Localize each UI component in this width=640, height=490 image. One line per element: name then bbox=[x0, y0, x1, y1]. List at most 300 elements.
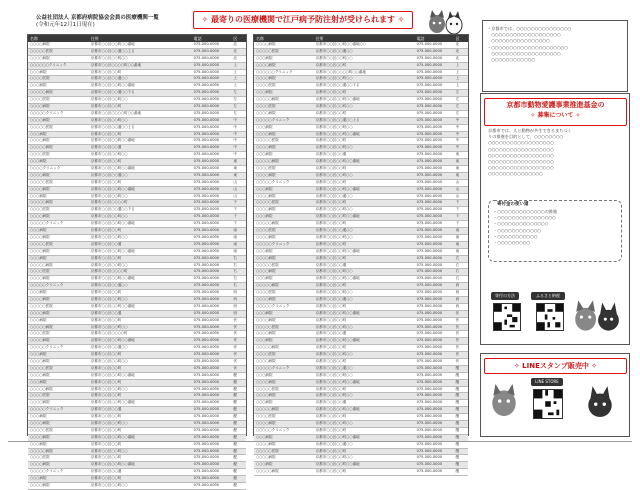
table-cell: 醍 bbox=[233, 386, 237, 391]
table-cell: 西 bbox=[455, 290, 460, 295]
table-cell: 075-000-0000 bbox=[416, 110, 443, 115]
table-cell: 075-000-0000 bbox=[193, 193, 220, 198]
table-cell: 東 bbox=[455, 159, 460, 164]
table-row bbox=[28, 49, 246, 56]
table-row bbox=[254, 83, 468, 90]
table-cell: 075-000-0000 bbox=[193, 152, 220, 157]
table-cell: 075-000-0000 bbox=[416, 90, 443, 95]
table-cell: 京都市○○区○○町 bbox=[90, 352, 122, 357]
column-header: 電話 bbox=[416, 36, 425, 41]
table-cell: 伏 bbox=[455, 338, 460, 343]
table-cell: 左 bbox=[233, 90, 237, 95]
table-cell: 京都市○○区○○町○○番地 bbox=[315, 407, 360, 412]
table-cell: 075-000-0000 bbox=[193, 455, 220, 460]
table-row bbox=[254, 455, 468, 462]
table-cell: 075-000-0000 bbox=[416, 69, 443, 74]
table-cell: ○○○○医院 bbox=[30, 269, 50, 274]
table-cell: ○○○○○クリニック bbox=[30, 407, 64, 412]
table-cell: 醍 bbox=[233, 448, 237, 453]
table-cell: ○○○○病院 bbox=[256, 420, 276, 425]
fund-use-item: ・○○○○○○○○○○○○○○ bbox=[493, 221, 549, 227]
table-row bbox=[254, 138, 468, 145]
table-cell: 下 bbox=[233, 207, 237, 212]
table-cell: 下 bbox=[455, 207, 460, 212]
table-row bbox=[254, 283, 468, 290]
table-cell: ○○○○○医院 bbox=[30, 48, 53, 53]
table-cell: 京都市○○区○○○○町○○番地 bbox=[90, 62, 142, 67]
table-cell: ○○○○病院 bbox=[256, 76, 276, 81]
table-cell: 京都市○○区○○町○○ bbox=[315, 76, 353, 81]
table-cell: 南 bbox=[455, 248, 460, 253]
table-row bbox=[28, 221, 246, 228]
table-cell: 上 bbox=[455, 83, 460, 88]
table-header bbox=[254, 35, 468, 42]
table-cell: 京都市○○区○○町 bbox=[90, 179, 122, 184]
table-cell: 東 bbox=[455, 152, 460, 157]
table-row bbox=[254, 352, 468, 359]
table-cell: ○○○○医院 bbox=[30, 152, 50, 157]
page-bottom-divider bbox=[8, 441, 632, 442]
table-cell: ○○○○病院 bbox=[256, 145, 276, 150]
table-cell: 京都市○○区○○通○○ bbox=[315, 193, 353, 198]
table-cell: 075-000-0000 bbox=[416, 221, 443, 226]
table-row bbox=[254, 42, 468, 49]
table-cell: 北 bbox=[233, 42, 237, 46]
fund-body-line: ○○○○○○○○○○○○○○○ bbox=[488, 171, 543, 177]
table-cell: 京都市○○区○○通 bbox=[315, 152, 347, 157]
table-cell: 京都市○○区○○町○○ bbox=[90, 358, 128, 363]
table-cell: 075-000-0000 bbox=[193, 83, 220, 88]
table-row bbox=[254, 194, 468, 201]
table-cell: 伏 bbox=[233, 317, 237, 322]
table-cell: 上 bbox=[455, 62, 460, 67]
table-cell: 西 bbox=[455, 296, 460, 301]
table-cell: 京都市○○区○○○○町 bbox=[90, 200, 128, 205]
table-row bbox=[28, 380, 246, 387]
sparkle-icon: ✧ bbox=[513, 362, 523, 370]
table-cell: ○○○○病院 bbox=[30, 117, 50, 122]
table-cell: ○○○○病院 bbox=[30, 214, 50, 219]
table-row bbox=[28, 118, 246, 125]
table-cell: ○○○病院 bbox=[30, 352, 47, 357]
table-row bbox=[254, 393, 468, 400]
table-cell: 京都市○○区○○町○○ bbox=[90, 97, 128, 102]
table-cell: 東 bbox=[455, 166, 460, 171]
table-cell: 075-000-0000 bbox=[416, 317, 443, 322]
table-cell: ○○○○○クリニック bbox=[256, 365, 290, 370]
table-row bbox=[254, 269, 468, 276]
table-cell: 伏 bbox=[233, 352, 237, 357]
table-cell: 075-000-0000 bbox=[416, 283, 443, 288]
table-cell: 京都市○○区○○通○○下る bbox=[90, 207, 135, 212]
table-row bbox=[28, 421, 246, 428]
table-cell: 北 bbox=[233, 48, 237, 53]
table-cell: 京都市○○区○○通 bbox=[315, 331, 347, 336]
table-cell: 上 bbox=[455, 76, 460, 81]
table-row bbox=[28, 311, 246, 318]
table-row bbox=[28, 428, 246, 435]
table-cell: 京都市○○区○○町○○番地 bbox=[90, 221, 135, 226]
table-cell: ○○○病院 bbox=[256, 90, 273, 95]
table-cell: 075-000-0000 bbox=[193, 172, 220, 177]
table-cell: 京都市○○区○○町 bbox=[90, 159, 122, 164]
table-cell: ○○○○○クリニック bbox=[256, 241, 290, 246]
table-cell: 右 bbox=[455, 255, 460, 260]
table-cell: ○○○病院 bbox=[30, 255, 47, 260]
fund-subtitle bbox=[485, 111, 626, 121]
table-cell: 075-000-0000 bbox=[193, 290, 220, 295]
table-cell: 075-000-0000 bbox=[193, 179, 220, 184]
table-cell: 東 bbox=[233, 159, 237, 164]
table-row bbox=[28, 414, 246, 421]
table-cell: 京都市○○区○○○○町 bbox=[90, 269, 128, 274]
table-cell: ○○○○病院 bbox=[30, 338, 50, 343]
table-row bbox=[28, 304, 246, 311]
table-row bbox=[28, 166, 246, 173]
table-cell: 京都市○○区○○町○○番地 bbox=[90, 400, 135, 405]
hospital-table-middle bbox=[253, 34, 469, 474]
column-header: 電話 bbox=[193, 36, 202, 41]
table-cell: 075-000-0000 bbox=[193, 48, 220, 53]
fund-uses-list bbox=[489, 209, 621, 246]
table-cell: 京都市○○区○○町 bbox=[315, 283, 347, 288]
table-cell: 075-000-0000 bbox=[193, 372, 220, 377]
qr-label-furusato: ふるさと納税 bbox=[531, 292, 565, 300]
table-cell: 南 bbox=[455, 228, 460, 233]
table-cell: 東 bbox=[233, 172, 237, 177]
table-cell: 京都市○○区○○通 bbox=[315, 262, 347, 267]
table-cell: 京都市○○区○○町 bbox=[90, 255, 122, 260]
table-cell: 左 bbox=[233, 104, 237, 109]
table-cell: 伏 bbox=[233, 358, 237, 363]
table-cell: ○○○病院 bbox=[256, 214, 273, 219]
table-cell: 075-000-0000 bbox=[193, 317, 220, 322]
table-cell: 醍 bbox=[233, 427, 237, 432]
table-cell: ○○○病院 bbox=[30, 379, 47, 384]
table-cell: 075-000-0000 bbox=[416, 193, 443, 198]
table-cell: 醍 bbox=[455, 420, 460, 425]
table-cell: ○○○病院 bbox=[256, 276, 273, 281]
table-cell: ○○○○病院 bbox=[256, 331, 276, 336]
table-cell: 075-000-0000 bbox=[416, 386, 443, 391]
table-cell: 左 bbox=[455, 90, 460, 95]
table-row bbox=[254, 318, 468, 325]
table-cell: 京都市○○区○○町○○ bbox=[315, 352, 353, 357]
table-cell: ○○○○医院 bbox=[30, 455, 50, 460]
table-row bbox=[28, 242, 246, 249]
table-cell: 075-000-0000 bbox=[193, 276, 220, 281]
table-cell: 京都市○○区○○町○○ bbox=[315, 234, 353, 239]
table-row bbox=[28, 132, 246, 139]
table-cell: ○○○○医院 bbox=[30, 393, 50, 398]
table-cell: 山 bbox=[455, 193, 460, 198]
table-cell: 中 bbox=[455, 131, 460, 136]
table-cell: 075-000-0000 bbox=[193, 55, 220, 60]
table-row bbox=[28, 318, 246, 325]
table-cell: 京都市○○区○○町 bbox=[90, 441, 122, 446]
table-row bbox=[254, 118, 468, 125]
table-cell: 075-000-0000 bbox=[193, 241, 220, 246]
table-cell: 京都市○○区○○通○○下る bbox=[90, 90, 135, 95]
table-cell: 075-000-0000 bbox=[193, 269, 220, 274]
table-cell: 075-000-0000 bbox=[193, 379, 220, 384]
table-cell: 075-000-0000 bbox=[416, 172, 443, 177]
table-cell: ○○○○病院 bbox=[30, 42, 50, 46]
table-cell: 西 bbox=[233, 310, 237, 315]
table-cell: 上 bbox=[233, 69, 237, 74]
table-cell: 京都市○○区○○通○○上る bbox=[90, 48, 135, 53]
side-note-text bbox=[483, 26, 627, 63]
table-row bbox=[254, 125, 468, 132]
table-cell: 中 bbox=[233, 124, 237, 129]
table-cell: 075-000-0000 bbox=[416, 159, 443, 164]
table-cell: ○○○○○医院 bbox=[256, 324, 279, 329]
table-row bbox=[254, 345, 468, 352]
table-cell: 075-000-0000 bbox=[416, 290, 443, 295]
table-cell: 075-000-0000 bbox=[193, 104, 220, 109]
table-cell: 京都市○○区○○町○○番地 bbox=[90, 338, 135, 343]
qr-code-icon[interactable] bbox=[533, 389, 563, 419]
side-note-box bbox=[482, 20, 628, 92]
table-row bbox=[254, 207, 468, 214]
table-cell: 075-000-0000 bbox=[416, 214, 443, 219]
dog-cat-mascot-illustration bbox=[570, 297, 622, 333]
table-row bbox=[254, 311, 468, 318]
table-cell: 中 bbox=[233, 138, 237, 143]
table-cell: 北 bbox=[233, 55, 237, 60]
table-cell: 京都市○○区○○町 bbox=[90, 393, 122, 398]
table-row bbox=[28, 104, 246, 111]
table-cell: 京都市○○区○○町○○番地 bbox=[90, 303, 135, 308]
table-row bbox=[28, 90, 246, 97]
table-row bbox=[28, 70, 246, 77]
table-cell: 075-000-0000 bbox=[193, 400, 220, 405]
table-cell: 右 bbox=[233, 276, 237, 281]
table-cell: 075-000-0000 bbox=[416, 269, 443, 274]
table-cell: ○○○病院 bbox=[256, 338, 273, 343]
hospital-table-left bbox=[27, 34, 247, 487]
table-cell: ○○○○病院 bbox=[256, 269, 276, 274]
table-cell: 075-000-0000 bbox=[416, 138, 443, 143]
table-cell: 京都市○○区○○町○○ bbox=[315, 104, 353, 109]
table-cell: 醍 bbox=[233, 455, 237, 460]
table-row bbox=[28, 338, 246, 345]
table-cell: 京都市○○区○○町 bbox=[315, 179, 347, 184]
table-row bbox=[28, 63, 246, 70]
table-cell: 左 bbox=[233, 110, 237, 115]
table-row bbox=[254, 263, 468, 270]
table-cell: 伏 bbox=[455, 317, 460, 322]
table-body bbox=[28, 42, 246, 490]
table-cell: 左 bbox=[455, 97, 460, 102]
table-cell: 京都市○○区○○通○○ bbox=[315, 441, 353, 446]
table-cell: 京都市○○区○○町○○ bbox=[90, 296, 128, 301]
table-cell: 075-000-0000 bbox=[416, 131, 443, 136]
table-cell: ○○○○○医院 bbox=[256, 448, 279, 453]
table-cell: 075-000-0000 bbox=[416, 117, 443, 122]
table-cell: ○○○○○クリニック bbox=[30, 469, 64, 474]
table-cell: 京都市○○区○○町○○番地 bbox=[90, 166, 135, 171]
table-cell: 京都市○○区○○町 bbox=[315, 448, 347, 453]
table-cell: 075-000-0000 bbox=[416, 331, 443, 336]
table-cell: 075-000-0000 bbox=[416, 407, 443, 412]
table-cell: ○○○○病院 bbox=[30, 462, 50, 467]
table-row bbox=[254, 325, 468, 332]
table-row bbox=[254, 400, 468, 407]
table-cell: ○○○○○クリニック bbox=[30, 283, 64, 288]
sparkle-icon: ✧ bbox=[201, 15, 211, 24]
table-row bbox=[254, 428, 468, 435]
table-row bbox=[28, 194, 246, 201]
table-cell: ○○○○病院 bbox=[256, 379, 276, 384]
table-cell: 伏 bbox=[233, 331, 237, 336]
table-cell: 京都市○○区○○通 bbox=[90, 241, 122, 246]
table-cell: 京都市○○区○○○○町 bbox=[90, 331, 128, 336]
table-cell: 075-000-0000 bbox=[416, 358, 443, 363]
table-row bbox=[28, 325, 246, 332]
table-row bbox=[254, 49, 468, 56]
table-cell: 075-000-0000 bbox=[193, 296, 220, 301]
table-cell: 醍 bbox=[455, 407, 460, 412]
table-cell: 醍 bbox=[233, 441, 237, 446]
table-row bbox=[28, 400, 246, 407]
table-cell: ○○○○病院 bbox=[30, 55, 50, 60]
table-row bbox=[28, 469, 246, 476]
table-cell: ○○○○医院 bbox=[256, 290, 276, 295]
table-cell: 京都市○○区○○町 bbox=[90, 131, 122, 136]
table-cell: ○○○○○クリニック bbox=[30, 221, 64, 226]
table-cell: 京都市○○区○○町○○ bbox=[90, 234, 128, 239]
table-row bbox=[28, 138, 246, 145]
table-cell: 075-000-0000 bbox=[416, 455, 443, 460]
table-cell: 075-000-0000 bbox=[416, 400, 443, 405]
table-cell: 右 bbox=[455, 276, 460, 281]
table-row bbox=[28, 187, 246, 194]
table-cell: 京都市○○区○○通○○ bbox=[315, 48, 353, 53]
table-cell: 075-000-0000 bbox=[193, 76, 220, 81]
fund-title-banner bbox=[484, 98, 627, 126]
qr-code-icon[interactable] bbox=[536, 303, 564, 331]
table-cell: ○○○○○病院 bbox=[30, 90, 53, 95]
table-cell: ○○○病院 bbox=[30, 131, 47, 136]
table-cell: 京都市○○区○○町○○ bbox=[90, 117, 128, 122]
table-cell: ○○○○病院 bbox=[30, 296, 50, 301]
table-cell: 伏 bbox=[455, 345, 460, 350]
table-cell: 京都市○○区○○町○○ bbox=[90, 420, 128, 425]
table-cell: 075-000-0000 bbox=[193, 234, 220, 239]
table-cell: 西 bbox=[233, 303, 237, 308]
table-cell: ○○○○○クリニック bbox=[30, 110, 64, 115]
column-header: 住所 bbox=[90, 36, 99, 41]
table-row bbox=[28, 97, 246, 104]
table-cell: 京都市○○区○○通○○ bbox=[90, 283, 128, 288]
table-cell: 京都市○○区○○町○○ bbox=[315, 372, 353, 377]
table-cell: 京都市○○区○○町○○ bbox=[90, 262, 128, 267]
sparkle-icon: ✧ bbox=[530, 112, 538, 119]
table-cell: ○○○○医院 bbox=[30, 331, 50, 336]
table-row bbox=[28, 345, 246, 352]
table-cell: ○○○○病院 bbox=[256, 296, 276, 301]
note-line: ・京都市では、○○○○○○○○○○○○○○○ bbox=[487, 26, 572, 31]
table-row bbox=[254, 387, 468, 394]
table-cell: 京都市○○区○○町 bbox=[315, 469, 347, 474]
table-cell: ○○○○病院 bbox=[256, 207, 276, 212]
table-cell: 京都市○○区○○町○○番地 bbox=[315, 338, 360, 343]
table-row bbox=[254, 90, 468, 97]
table-cell: 京都市○○区○○町○○ bbox=[315, 145, 353, 150]
table-cell: 右 bbox=[455, 262, 460, 267]
note-line: ○○○○○○○○○○○○○○○○ bbox=[487, 38, 550, 44]
table-cell: ○○○病院 bbox=[256, 124, 273, 129]
table-cell: ○○○○○病院 bbox=[256, 407, 279, 412]
table-cell: 京都市○○区○○町 bbox=[315, 62, 347, 67]
table-cell: ○○○○病院 bbox=[256, 234, 276, 239]
table-cell: ○○○○○病院 bbox=[30, 200, 53, 205]
table-cell: ○○○○病院 bbox=[30, 400, 50, 405]
table-cell: 075-000-0000 bbox=[416, 152, 443, 157]
table-cell: 075-000-0000 bbox=[193, 310, 220, 315]
fund-use-item: ・○○○○○○○○○○○○○○○○ bbox=[493, 215, 556, 221]
table-cell: 075-000-0000 bbox=[193, 90, 220, 95]
table-cell: ○○○○病院 bbox=[30, 483, 50, 487]
table-cell: 山 bbox=[233, 193, 237, 198]
table-cell: ○○○○○病院 bbox=[256, 469, 279, 474]
table-row bbox=[254, 338, 468, 345]
table-cell: 醍 bbox=[455, 414, 460, 419]
fund-use-item: ・○○○○○○○○○ bbox=[493, 240, 531, 246]
table-cell: 075-000-0000 bbox=[416, 469, 443, 474]
fund-use-item: ・○○○○○○○○○○○ bbox=[493, 233, 538, 239]
table-cell: ○○○○病院 bbox=[256, 317, 276, 322]
table-cell: 京都市○○区○○町 bbox=[315, 427, 347, 432]
table-row bbox=[254, 56, 468, 63]
table-cell: 075-000-0000 bbox=[193, 476, 220, 481]
table-cell: 075-000-0000 bbox=[193, 448, 220, 453]
notice-text: 最寄りの医療機関で江戸病予防注射が受けられます bbox=[211, 15, 395, 24]
table-cell: ○○○○医院 bbox=[30, 207, 50, 212]
table-row bbox=[254, 297, 468, 304]
table-cell: ○○○病院 bbox=[256, 152, 273, 157]
table-cell: 京都市○○区○○町 bbox=[90, 365, 122, 370]
table-row bbox=[254, 414, 468, 421]
table-cell: 醍 bbox=[455, 365, 460, 370]
table-row bbox=[28, 331, 246, 338]
table-cell: ○○○○○病院 bbox=[30, 145, 53, 150]
table-cell: 075-000-0000 bbox=[193, 345, 220, 350]
table-cell: ○○○○○クリニック bbox=[30, 345, 64, 350]
table-cell: ○○○病院 bbox=[30, 317, 47, 322]
table-row bbox=[254, 76, 468, 83]
table-cell: ○○○○病院 bbox=[256, 441, 276, 446]
table-cell: 075-000-0000 bbox=[193, 69, 220, 74]
table-row bbox=[28, 263, 246, 270]
qr-code-icon[interactable] bbox=[493, 303, 521, 331]
table-cell: 075-000-0000 bbox=[193, 358, 220, 363]
table-cell: 075-000-0000 bbox=[416, 296, 443, 301]
table-row bbox=[28, 235, 246, 242]
table-cell: 京都市○○区○○通 bbox=[315, 400, 347, 405]
table-row bbox=[28, 145, 246, 152]
table-cell: 京都市○○区○○町○○ bbox=[315, 55, 353, 60]
table-cell: ○○○○病院 bbox=[30, 276, 50, 281]
table-cell: ○○○○○医院 bbox=[30, 179, 53, 184]
table-cell: 京都市○○区○○町 bbox=[315, 221, 347, 226]
table-cell: 伏 bbox=[455, 331, 460, 336]
table-cell: 京都市○○区○○通○○ bbox=[315, 228, 353, 233]
table-row bbox=[254, 235, 468, 242]
fund-body-line: ○○○○○○○○○○○○○○○○○○ bbox=[488, 140, 554, 146]
table-cell: ○○○○病院 bbox=[30, 172, 50, 177]
